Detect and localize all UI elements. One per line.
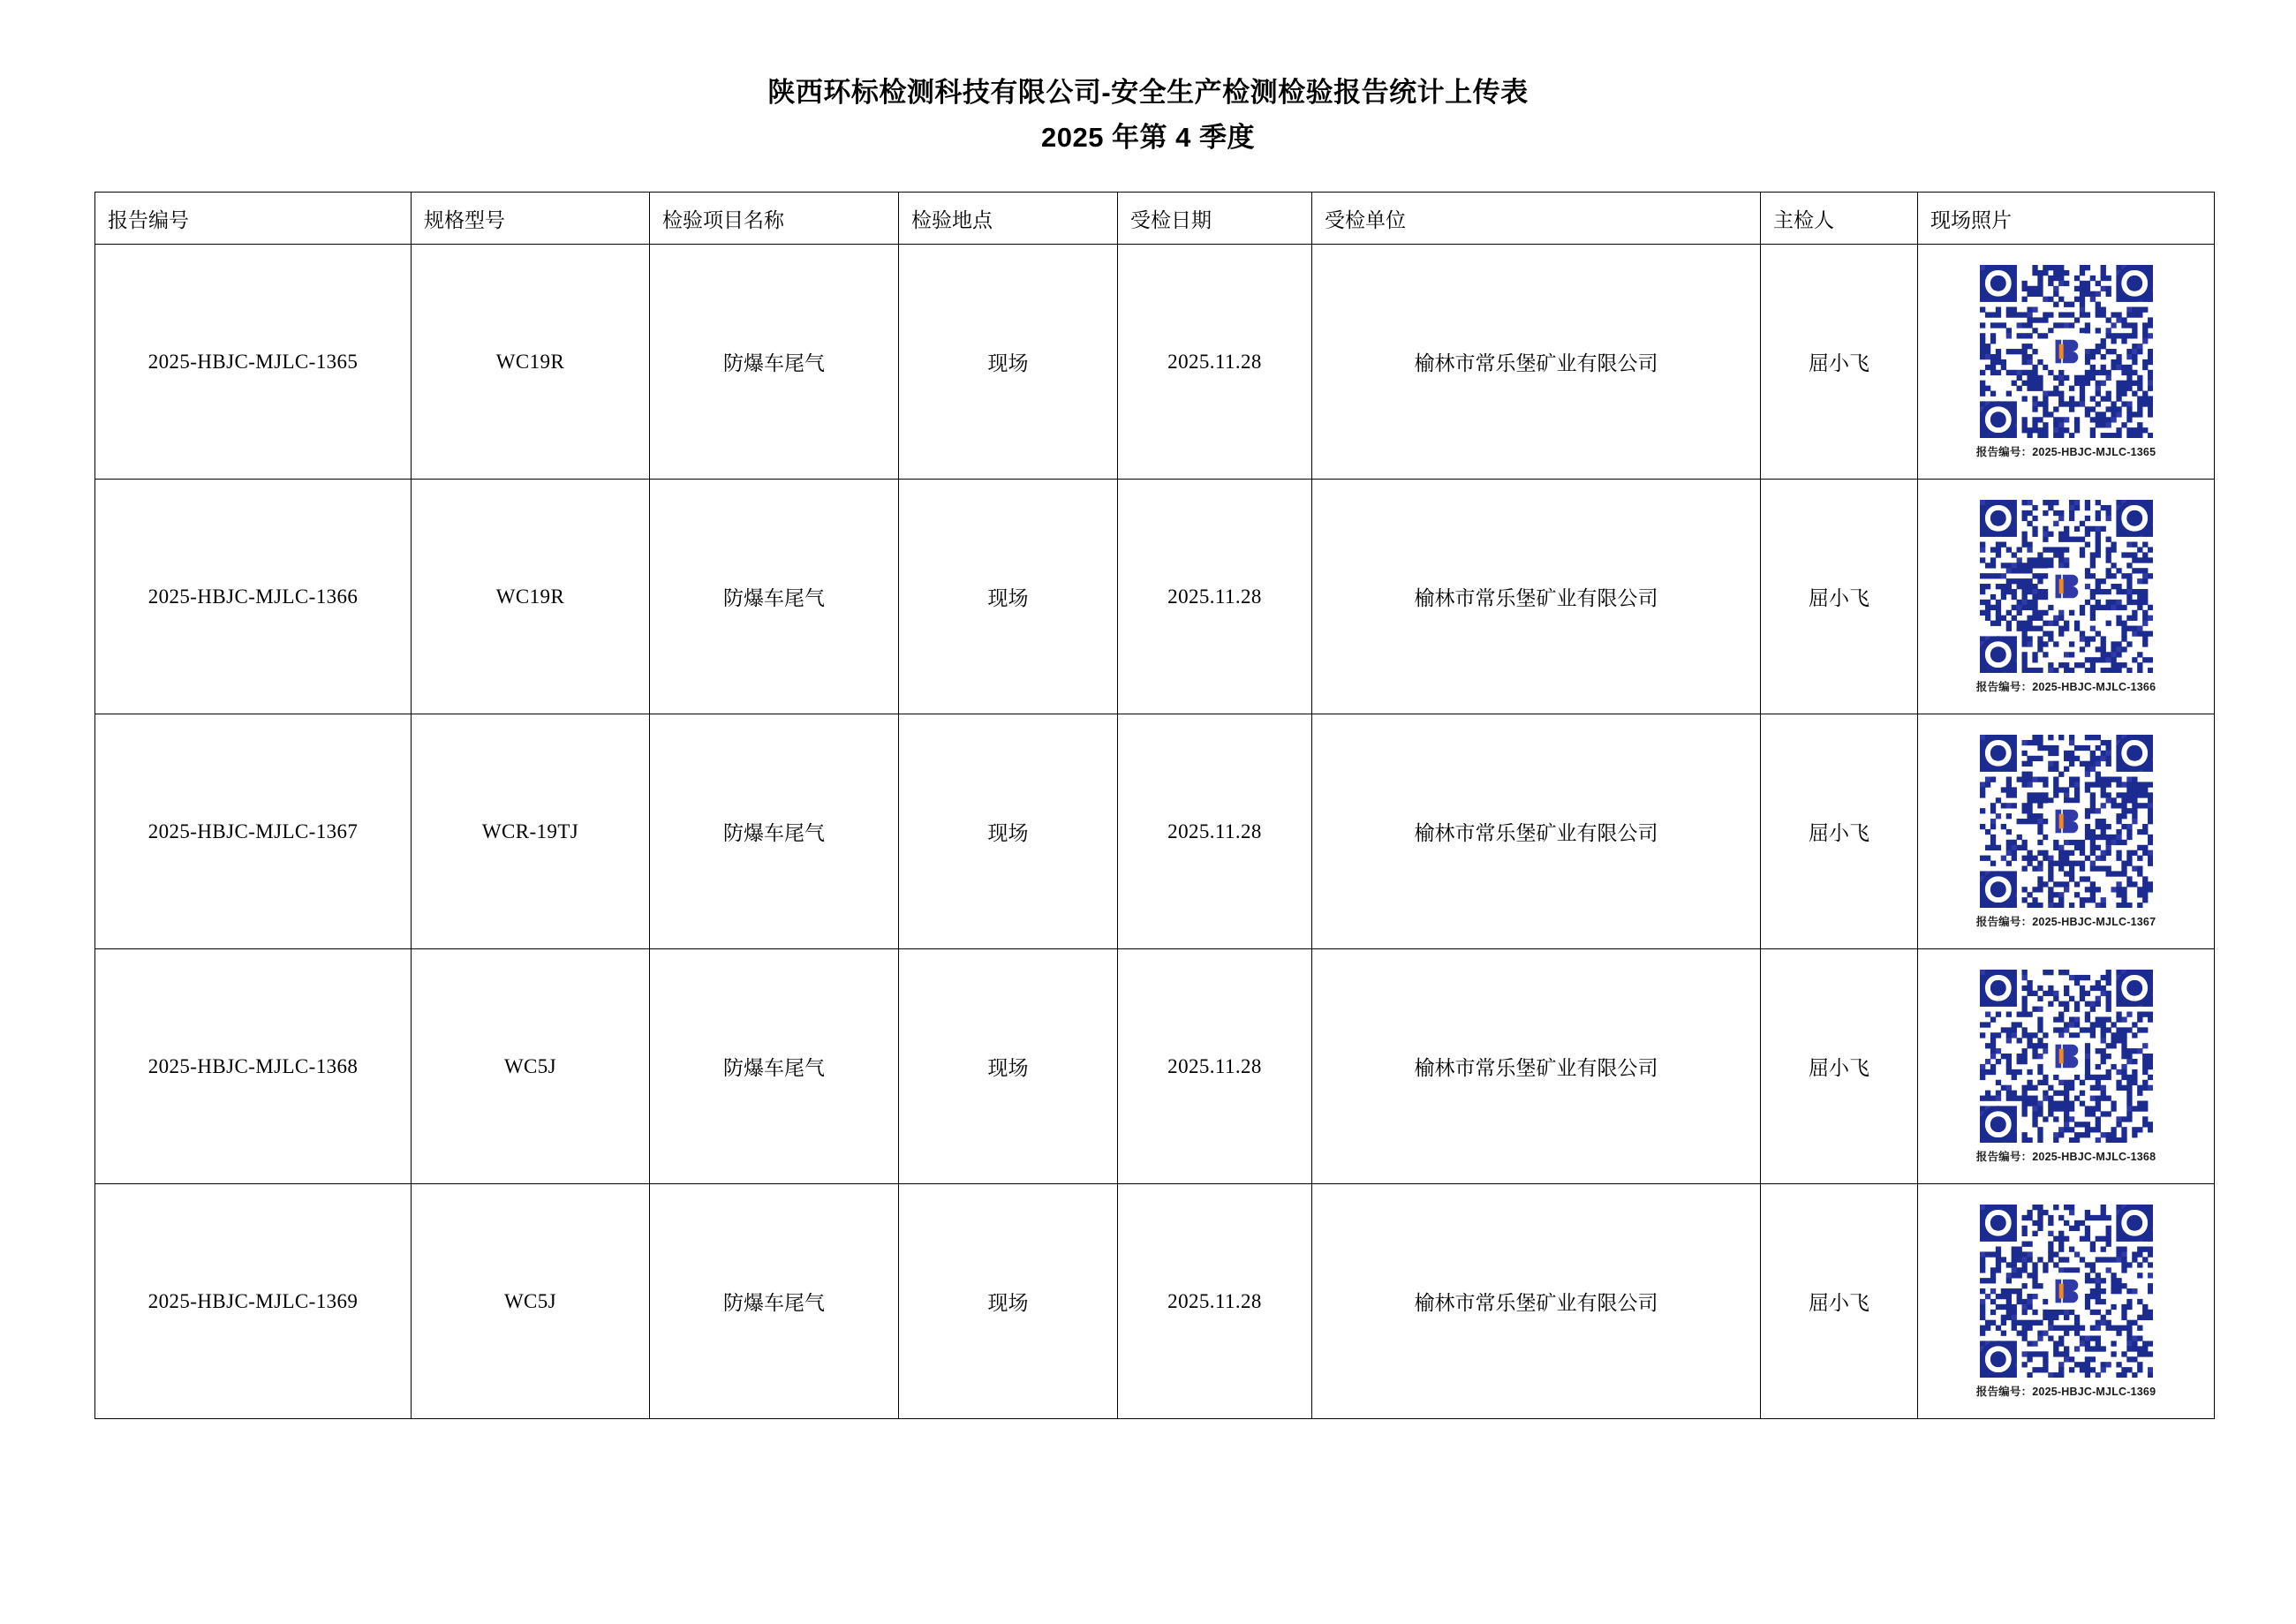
qr-code-icon [1980,735,2153,908]
qr-photo-block [1918,949,2214,1183]
cell-unit: 榆林市常乐堡矿业有限公司 [1312,245,1761,480]
qr-code-icon [1980,1205,2153,1378]
cell-report-no: 2025-HBJC-MJLC-1369 [95,1184,412,1419]
document-title-block [0,0,2296,158]
cell-date: 2025.11.28 [1118,1184,1312,1419]
cell-location: 现场 [899,480,1118,714]
table-header-row [95,193,2215,245]
qr-photo-block [1918,245,2214,479]
cell-location: 现场 [899,245,1118,480]
cell-date: 2025.11.28 [1118,949,1312,1184]
table-row [95,245,2215,480]
cell-report-no: 2025-HBJC-MJLC-1365 [95,245,412,480]
column-header-date: 受检日期 [1118,193,1312,245]
cell-location: 现场 [899,1184,1118,1419]
table-row [95,1184,2215,1419]
qr-caption: 报告编号：2025-HBJC-MJLC-1369 [1975,1385,2156,1398]
cell-inspector: 屈小飞 [1761,245,1918,480]
cell-report-no: 2025-HBJC-MJLC-1366 [95,480,412,714]
cell-model: WC19R [412,245,650,480]
column-header-item-name: 检验项目名称 [650,193,899,245]
cell-location: 现场 [899,949,1118,1184]
cell-date: 2025.11.28 [1118,480,1312,714]
column-header-model: 规格型号 [412,193,650,245]
qr-caption: 报告编号：2025-HBJC-MJLC-1366 [1975,680,2156,693]
cell-model: WC5J [412,1184,650,1419]
qr-code-icon [1980,265,2153,438]
cell-item-name: 防爆车尾气 [650,949,899,1184]
cell-report-no: 2025-HBJC-MJLC-1367 [95,714,412,949]
qr-caption: 报告编号：2025-HBJC-MJLC-1365 [1975,445,2156,458]
table-row [95,480,2215,714]
cell-item-name: 防爆车尾气 [650,245,899,480]
cell-model: WCR-19TJ [412,714,650,949]
cell-unit: 榆林市常乐堡矿业有限公司 [1312,1184,1761,1419]
qr-code-icon [1980,970,2153,1143]
cell-location: 现场 [899,714,1118,949]
cell-photo [1918,480,2215,714]
cell-inspector: 屈小飞 [1761,480,1918,714]
cell-model: WC19R [412,480,650,714]
table-row [95,949,2215,1184]
cell-photo [1918,714,2215,949]
cell-photo [1918,1184,2215,1419]
cell-date: 2025.11.28 [1118,245,1312,480]
table-body [95,245,2215,1419]
cell-date: 2025.11.28 [1118,714,1312,949]
table-row [95,714,2215,949]
cell-model: WC5J [412,949,650,1184]
cell-unit: 榆林市常乐堡矿业有限公司 [1312,480,1761,714]
cell-inspector: 屈小飞 [1761,949,1918,1184]
report-table [94,192,2215,1419]
cell-report-no: 2025-HBJC-MJLC-1368 [95,949,412,1184]
cell-inspector: 屈小飞 [1761,714,1918,949]
qr-caption: 报告编号：2025-HBJC-MJLC-1368 [1975,1150,2156,1163]
qr-photo-block [1918,714,2214,948]
column-header-inspector: 主检人 [1761,193,1918,245]
page-subtitle: 2025 年第 4 季度 [1040,121,1256,153]
cell-item-name: 防爆车尾气 [650,1184,899,1419]
cell-item-name: 防爆车尾气 [650,480,899,714]
column-header-unit: 受检单位 [1312,193,1761,245]
cell-inspector: 屈小飞 [1761,1184,1918,1419]
column-header-report-no: 报告编号 [95,193,412,245]
qr-photo-block [1918,480,2214,714]
column-header-location: 检验地点 [899,193,1118,245]
table-header [95,193,2215,245]
cell-photo [1918,245,2215,480]
cell-unit: 榆林市常乐堡矿业有限公司 [1312,714,1761,949]
cell-photo [1918,949,2215,1184]
column-header-photo: 现场照片 [1918,193,2215,245]
qr-photo-block [1918,1184,2214,1418]
cell-item-name: 防爆车尾气 [650,714,899,949]
cell-unit: 榆林市常乐堡矿业有限公司 [1312,949,1761,1184]
qr-code-icon [1980,500,2153,673]
qr-caption: 报告编号：2025-HBJC-MJLC-1367 [1975,915,2156,928]
page-title: 陕西环标检测科技有限公司-安全生产检测检验报告统计上传表 [767,77,1529,108]
